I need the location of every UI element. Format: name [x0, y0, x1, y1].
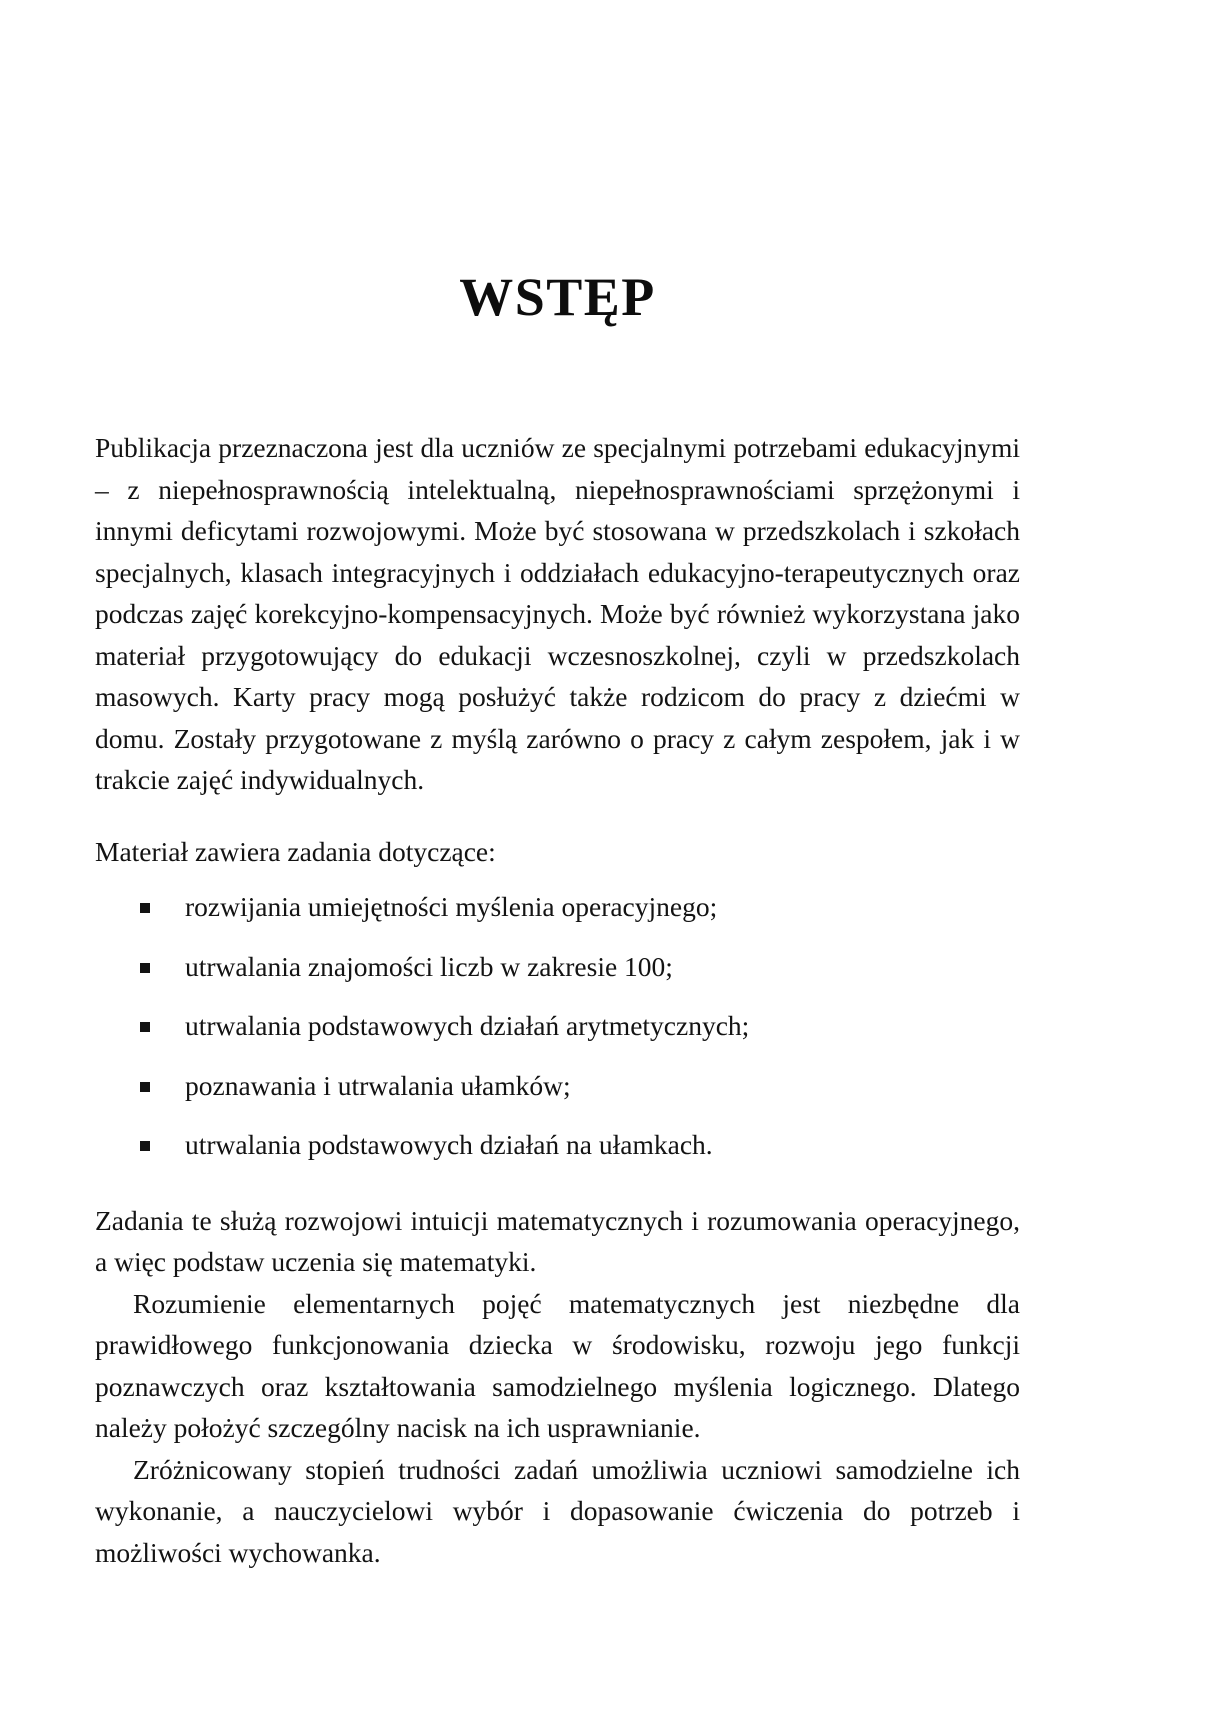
spacer: [95, 1166, 1020, 1200]
list-item-label: rozwijania umiejętności myślenia operacyjnego;: [185, 891, 718, 923]
task-list: [95, 886, 1020, 1166]
square-bullet-icon: [140, 1022, 150, 1032]
list-item-label: utrwalania podstawowych działań na ułamkach.: [185, 1129, 713, 1161]
list-item: [140, 1124, 1020, 1166]
intro-paragraph: Publikacja przeznaczona jest dla uczniów ze specjalnymi potrzebami edukacyjnymi – z niepełnosprawnością intelektualną, niepełnosprawnościami sprzężonymi i innymi deficytami rozwojowymi. Może być stosowana w przedszkolach i szkołach specjalnych, klasach integracyjnych i oddziałach edukacyjno-terapeutycznych oraz podczas zajęć korekcyjno-kompensacyjnych. Może być również wykorzystana jako materiał przygotowujący do edukacji wczesnoszkolnej, czyli w przedszkolach masowych. Karty pracy mogą posłużyć także rodzicom do pracy z dziećmi w domu. Zostały przygotowane z myślą zarówno o pracy z całym zespołem, jak i w trakcie zajęć indywidualnych.: [95, 432, 1020, 796]
paragraph-after-list: Zadania te służą rozwojowi intuicji matematycznych i rozumowania operacyjnego, a więc podstaw uczenia się matematyki.: [95, 1204, 1020, 1278]
paragraph-understanding: Rozumienie elementarnych pojęć matematycznych jest niezbędne dla prawidłowego funkcjonowania dziecka w środowisku, rozwoju jego funkcji poznawczych oraz kształtowania samodzielnego myślenia logicznego. Dlatego należy położyć szczególny nacisk na ich usprawnianie.: [95, 1287, 1020, 1444]
list-item: [140, 1005, 1020, 1047]
square-bullet-icon: [140, 1082, 150, 1092]
list-item-label: utrwalania znajomości liczb w zakresie 100;: [185, 950, 673, 982]
list-item: [140, 1065, 1020, 1107]
square-bullet-icon: [140, 903, 150, 913]
square-bullet-icon: [140, 1141, 150, 1151]
body-text-block: [95, 327, 1020, 1573]
list-item: [140, 886, 1020, 928]
list-item-label: poznawania i utrwalania ułamków;: [185, 1069, 571, 1101]
square-bullet-icon: [140, 963, 150, 973]
page-content: [95, 0, 1020, 1573]
page-title: WSTĘP: [459, 267, 656, 327]
list-item-label: utrwalania podstawowych działań arytmetycznych;: [185, 1010, 750, 1042]
list-lead-in-text: Materiał zawiera zadania dotyczące:: [95, 835, 496, 867]
list-item: [140, 946, 1020, 988]
paragraph-difficulty: Zróżnicowany stopień trudności zadań umożliwia uczniowi samodzielne ich wykonanie, a nauczycielowi wybór i dopasowanie ćwiczenia do potrzeb i możliwości wychowanka.: [95, 1453, 1020, 1568]
